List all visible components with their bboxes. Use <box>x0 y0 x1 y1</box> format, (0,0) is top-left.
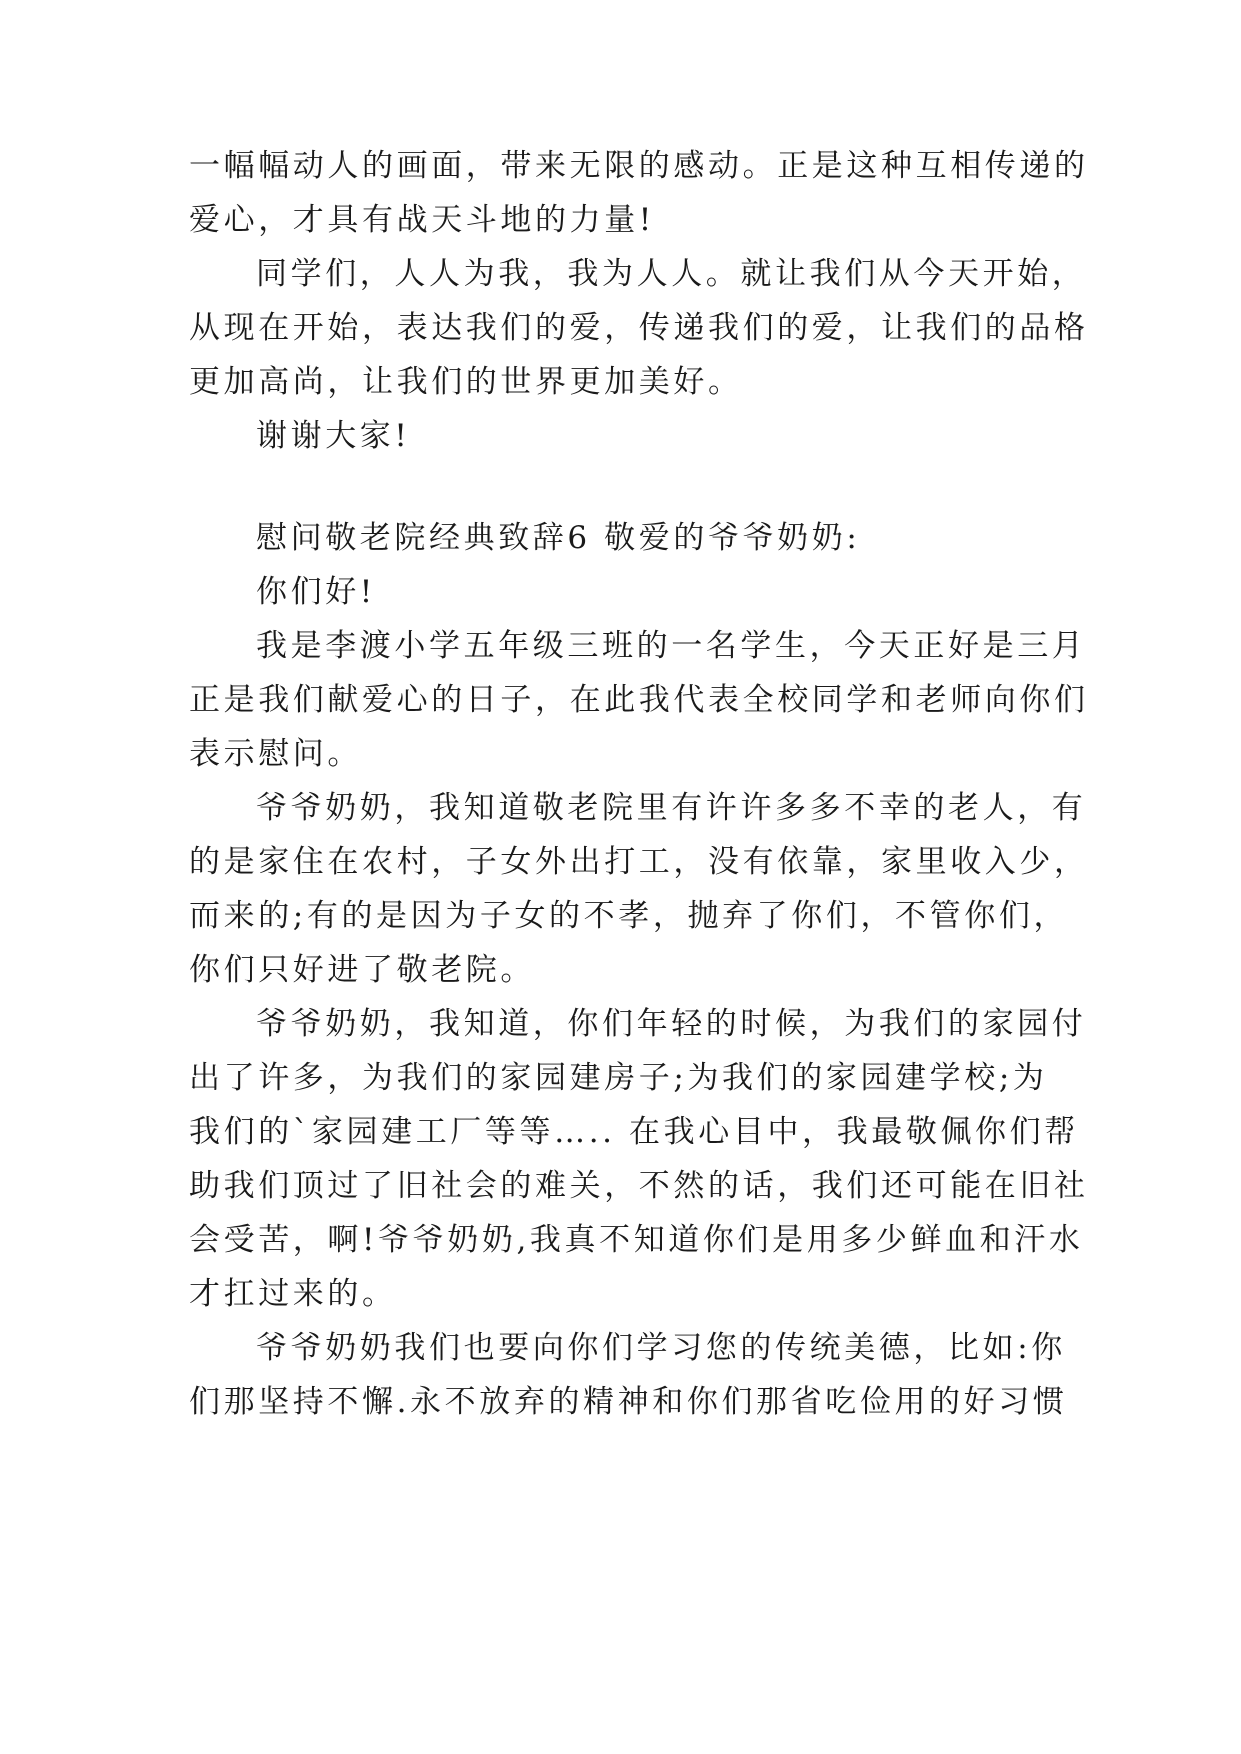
text-line: 我们的`家园建工厂等等….. 在我心目中，我最敬佩你们帮 <box>189 1114 1079 1150</box>
text-line: 更加高尚，让我们的世界更加美好。 <box>189 364 743 400</box>
text-line: 你们只好进了敬老院。 <box>189 952 535 988</box>
greeting-line: 你们好! <box>256 574 376 610</box>
text-line: 助我们顶过了旧社会的难关，不然的话，我们还可能在旧社 <box>189 1168 1089 1204</box>
paragraph-start-line: 爷爷奶奶，我知道敬老院里有许许多多不幸的老人，有 <box>256 790 1087 826</box>
paragraph-start-line: 爷爷奶奶，我知道，你们年轻的时候，为我们的家园付 <box>256 1006 1087 1042</box>
text-line: 才扛过来的。 <box>189 1276 397 1312</box>
section-heading: 慰问敬老院经典致辞6 敬爱的爷爷奶奶: <box>256 520 861 556</box>
text-line: 会受苦，啊!爷爷奶奶,我真不知道你们是用多少鲜血和汗水 <box>189 1222 1084 1258</box>
text-line: 的是家住在农村，子女外出打工，没有依靠，家里收入少， <box>189 844 1089 880</box>
text-line: 正是我们献爱心的日子，在此我代表全校同学和老师向你们 <box>189 682 1089 718</box>
text-line: 而来的;有的是因为子女的不孝，抛弃了你们，不管你们， <box>189 898 1069 934</box>
text-line: 爱心，才具有战天斗地的力量! <box>189 202 655 238</box>
text-line: 们那坚持不懈.永不放弃的精神和你们那省吃俭用的好习惯 <box>189 1384 1068 1420</box>
text-line: 出了许多，为我们的家园建房子;为我们的家园建学校;为 <box>189 1060 1048 1096</box>
paragraph-start-line: 同学们，人人为我，我为人人。就让我们从今天开始， <box>256 256 1087 292</box>
closing-line: 谢谢大家! <box>256 418 411 454</box>
paragraph-start-line: 爷爷奶奶我们也要向你们学习您的传统美德，比如:你 <box>256 1330 1066 1366</box>
text-line: 从现在开始，表达我们的爱，传递我们的爱，让我们的品格 <box>189 310 1089 346</box>
text-line: 表示慰问。 <box>189 736 362 772</box>
text-line: 一幅幅动人的画面，带来无限的感动。正是这种互相传递的 <box>189 148 1089 184</box>
paragraph-start-line: 我是李渡小学五年级三班的一名学生，今天正好是三月 <box>256 628 1087 664</box>
